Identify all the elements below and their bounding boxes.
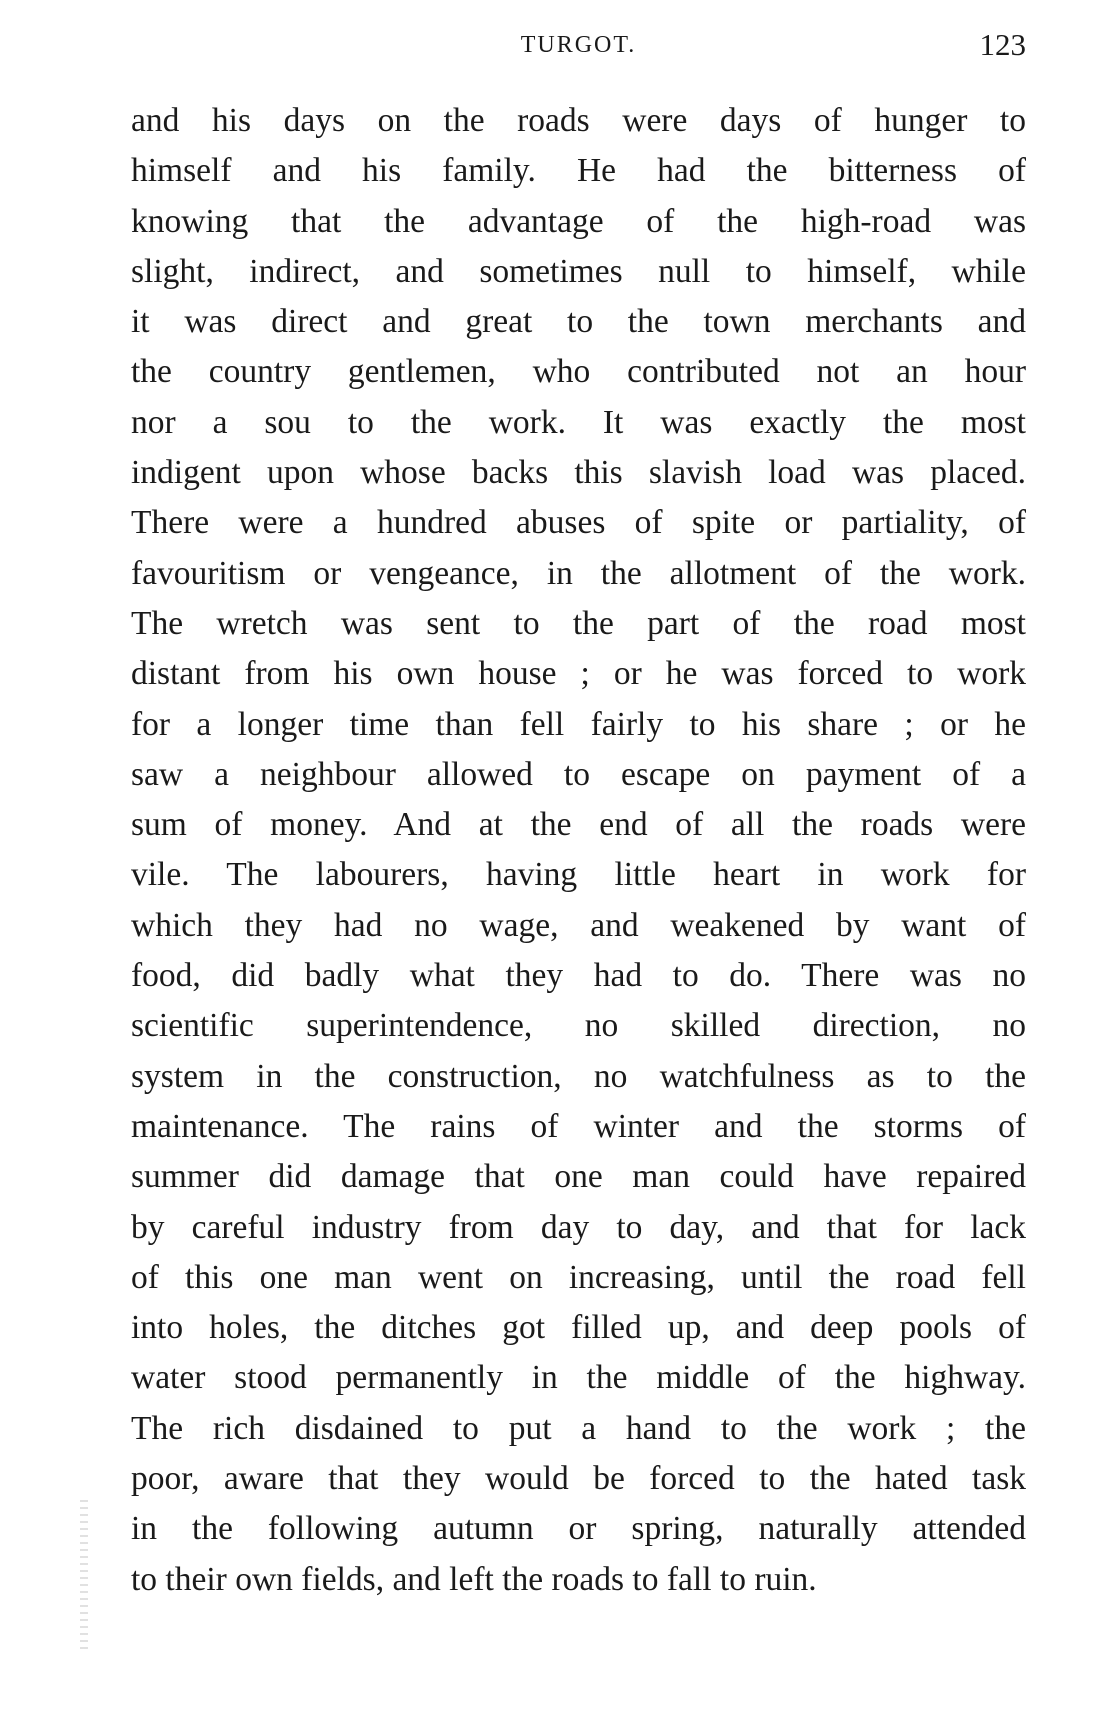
text-line: distant from his own house ; or he was forced to work (131, 655, 1026, 693)
text-line: into holes, the ditches got filled up, and deep pools of (131, 1309, 1026, 1347)
text-line: the country gentlemen, who contributed not an hour (131, 353, 1026, 391)
text-line: scientific superintendence, no skilled direction, no (131, 1007, 1026, 1045)
text-line: by careful industry from day to day, and that for lack (131, 1208, 1026, 1246)
text-line: saw a neighbour allowed to escape on payment of a (131, 755, 1026, 793)
text-line: maintenance. The rains of winter and the storms of (131, 1107, 1026, 1145)
page-header (131, 22, 1026, 68)
text-line: knowing that the advantage of the high-road was (131, 202, 1026, 240)
text-line: slight, indirect, and sometimes null to himself, while (131, 252, 1026, 290)
text-line: poor, aware that they would be forced to the hated task (131, 1460, 1026, 1498)
text-line: which they had no wage, and weakened by want of (131, 906, 1026, 944)
text-line: food, did badly what they had to do. There was no (131, 957, 1026, 995)
text-line: in the following autumn or spring, naturally attended (131, 1510, 1026, 1548)
text-line: system in the construction, no watchfulness as to the (131, 1057, 1026, 1095)
text-line: nor a sou to the work. It was exactly the most (131, 403, 1026, 441)
text-line: The wretch was sent to the part of the road most (131, 604, 1026, 642)
text-line: The rich disdained to put a hand to the work ; the (131, 1409, 1026, 1447)
page-number: 123 (979, 27, 1026, 62)
text-line: sum of money. And at the end of all the roads were (131, 806, 1026, 844)
page-speckle-mark (80, 1500, 88, 1650)
text-line: of this one man went on increasing, until the road fell (131, 1258, 1026, 1296)
body-text (131, 96, 1026, 1605)
text-line: to their own fields, and left the roads to fall to ruin. (131, 1560, 817, 1598)
text-line: it was direct and great to the town merchants and (131, 303, 1026, 341)
text-line: favouritism or vengeance, in the allotment of the work. (131, 554, 1026, 592)
text-line: summer did damage that one man could have repaired (131, 1158, 1026, 1196)
running-head: TURGOT. (520, 32, 637, 58)
text-line: indigent upon whose backs this slavish load was placed. (131, 454, 1026, 492)
text-line: vile. The labourers, having little heart in work for (131, 856, 1026, 894)
text-line: There were a hundred abuses of spite or partiality, of (131, 504, 1026, 542)
text-line: and his days on the roads were days of hunger to (131, 102, 1026, 139)
text-line: himself and his family. He had the bitterness of (131, 152, 1026, 190)
text-line: water stood permanently in the middle of the highway. (131, 1359, 1026, 1397)
text-line: for a longer time than fell fairly to his share ; or he (131, 705, 1026, 743)
